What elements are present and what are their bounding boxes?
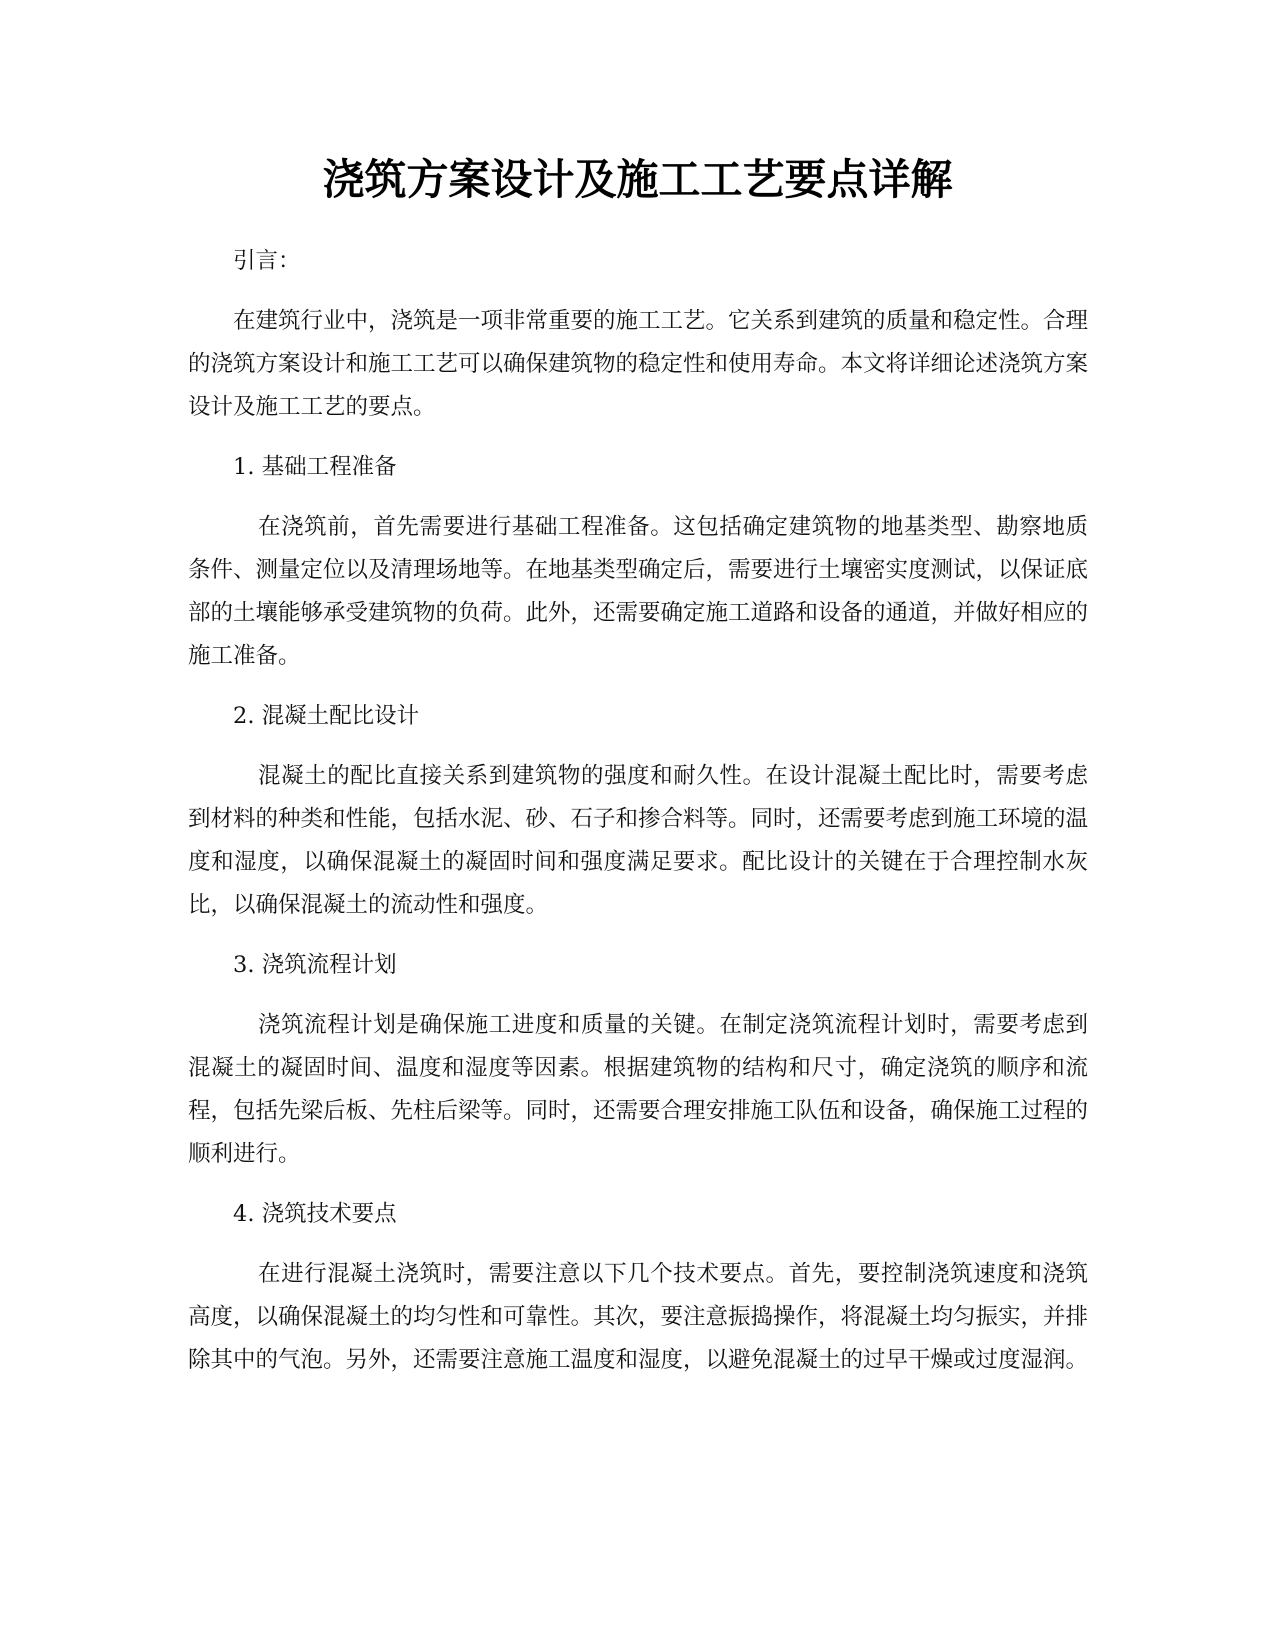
document-body bbox=[188, 240, 1088, 1399]
section-heading: 4. 浇筑技术要点 bbox=[233, 1201, 397, 1227]
section-heading: 1. 基础工程准备 bbox=[233, 454, 397, 480]
section-heading: 2. 混凝土配比设计 bbox=[233, 703, 420, 729]
section-paragraph: 浇筑流程计划是确保施工进度和质量的关键。在制定浇筑流程计划时，需要考虑到混凝土的凝固时间、温度和湿度等因素。根据建筑物的结构和尺寸，确定浇筑的顺序和流程，包括先梁后板、先柱后梁等。同时，还需要合理安排施工队伍和设备，确保施工过程的顺利进行。 bbox=[188, 1012, 1089, 1167]
section-heading: 3. 浇筑流程计划 bbox=[233, 952, 397, 978]
section-paragraph: 在进行混凝土浇筑时，需要注意以下几个技术要点。首先，要控制浇筑速度和浇筑高度，以确保混凝土的均匀性和可靠性。其次，要注意振捣操作，将混凝土均匀振实，并排除其中的气泡。另外，还需要注意施工温度和湿度，以避免混凝土的过早干燥或过度湿润。 bbox=[188, 1261, 1089, 1373]
document-title: 浇筑方案设计及施工工艺要点详解 bbox=[322, 155, 953, 204]
intro-label: 引言： bbox=[233, 248, 301, 274]
section-paragraph: 在浇筑前，首先需要进行基础工程准备。这包括确定建筑物的地基类型、勘察地质条件、测量定位以及清理场地等。在地基类型确定后，需要进行土壤密实度测试，以保证底部的土壤能够承受建筑物的负荷。此外，还需要确定施工道路和设备的通道，并做好相应的施工准备。 bbox=[188, 514, 1089, 669]
intro-paragraph: 在建筑行业中，浇筑是一项非常重要的施工工艺。它关系到建筑的质量和稳定性。合理的浇筑方案设计和施工工艺可以确保建筑物的稳定性和使用寿命。本文将详细论述浇筑方案设计及施工工艺的要点。 bbox=[188, 308, 1089, 420]
section-paragraph: 混凝土的配比直接关系到建筑物的强度和耐久性。在设计混凝土配比时，需要考虑到材料的种类和性能，包括水泥、砂、石子和掺合料等。同时，还需要考虑到施工环境的温度和湿度，以确保混凝土的凝固时间和强度满足要求。配比设计的关键在于合理控制水灰比，以确保混凝土的流动性和强度。 bbox=[188, 763, 1089, 918]
